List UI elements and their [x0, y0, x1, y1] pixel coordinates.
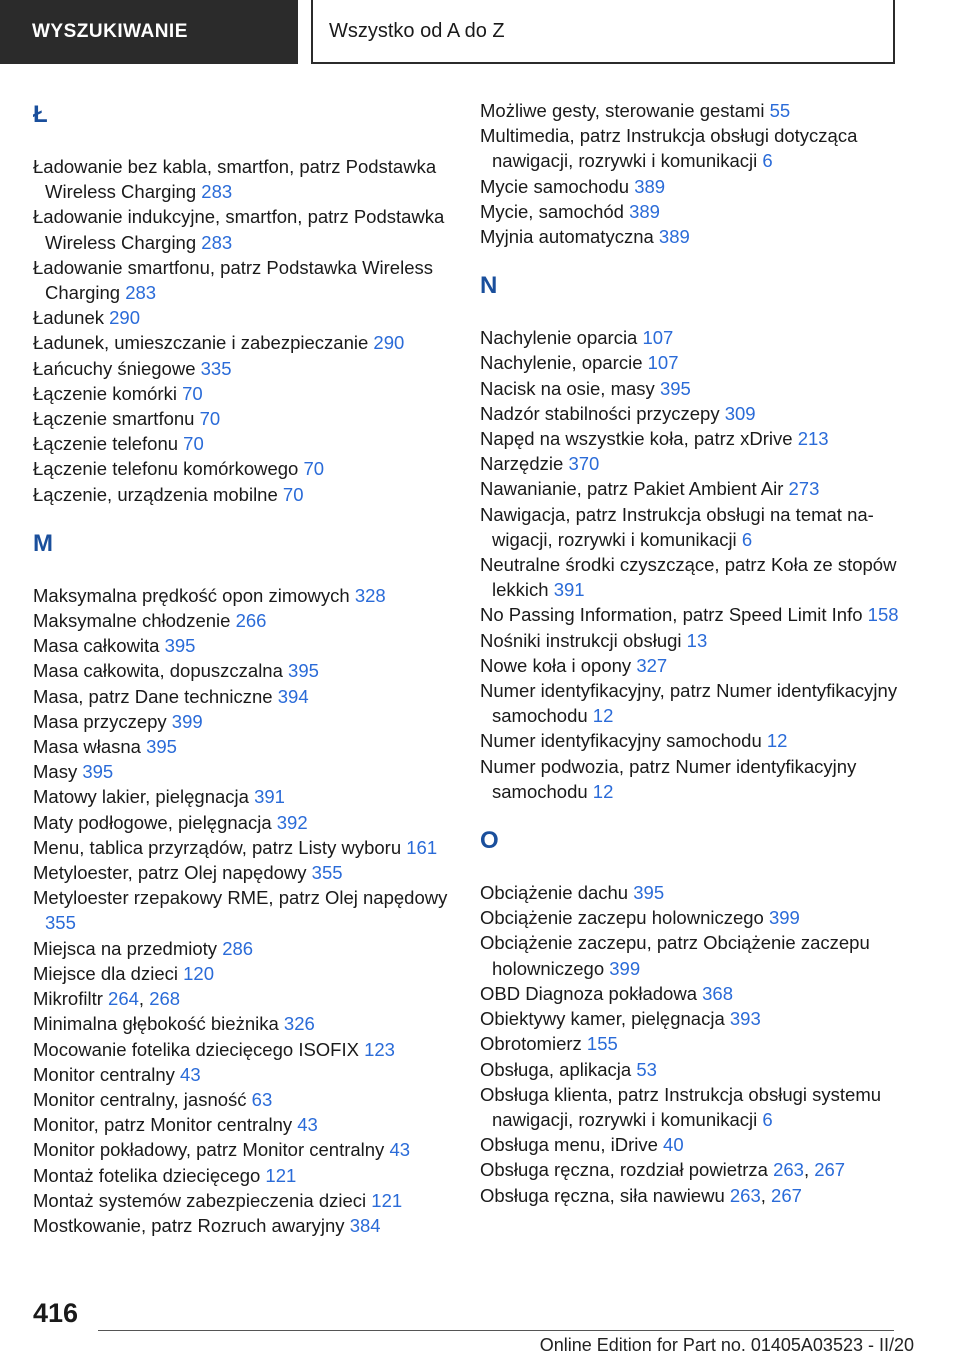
index-entry: [480, 199, 900, 224]
index-entry-text: Maty podłogowe, pielęgnacja: [33, 811, 272, 833]
index-entry: [480, 981, 900, 1006]
index-entry-text: Numer podwozia, patrz Numer identyfikacyjny samochodu: [480, 755, 857, 802]
index-entry: [480, 502, 900, 552]
index-entry: [480, 678, 900, 728]
section-gap: [480, 804, 900, 824]
section-gap: [480, 249, 900, 269]
index-entry-text: Monitor centralny, jasność: [33, 1088, 247, 1110]
index-entry: [480, 728, 900, 753]
index-entry-text: Maksymalna prędkość opon zimowych: [33, 584, 350, 606]
index-entry: [480, 552, 900, 602]
index-entry-text: Obciążenie dachu: [480, 882, 629, 904]
index-entry-text: Obsługa menu, iDrive: [480, 1134, 658, 1156]
page-link[interactable]: 290: [109, 307, 140, 329]
page-link[interactable]: 70: [303, 458, 325, 480]
page-link[interactable]: 394: [277, 685, 309, 707]
page-link[interactable]: 43: [389, 1139, 411, 1161]
index-entry-text: Minimalna głębokość bieżnika: [33, 1013, 279, 1035]
index-entry: [33, 835, 451, 860]
page-link[interactable]: 392: [276, 811, 308, 833]
index-entry-text: Mycie samochodu: [480, 175, 630, 197]
page-link[interactable]: 399: [171, 710, 203, 732]
index-column-left: [33, 98, 451, 1238]
index-entry-text: Metyloester rzepakowy RME, patrz Olej napędowy: [33, 887, 448, 909]
page-link[interactable]: 384: [349, 1214, 381, 1236]
page-link[interactable]: 6: [762, 150, 773, 172]
index-entry: [33, 1062, 451, 1087]
index-entry-text: Monitor pokładowy, patrz Monitor centralny: [33, 1139, 385, 1161]
index-entry: [33, 1188, 451, 1213]
page-link[interactable]: 266: [235, 610, 267, 632]
page-link[interactable]: 70: [183, 433, 204, 455]
index-entry-text: Ładunek, umieszczanie i zabezpieczanie: [33, 332, 369, 354]
page-link[interactable]: 395: [659, 377, 691, 399]
index-entry: [33, 709, 451, 734]
index-entry: [480, 1006, 900, 1031]
index-entry-text: Łączenie telefonu: [33, 433, 179, 455]
index-entry-text: Mycie, samochód: [480, 200, 624, 222]
page-link[interactable]: 283: [125, 282, 157, 304]
index-entry-text: Matowy lakier, pielęgnacja: [33, 786, 249, 808]
index-entry-text: Ładowanie smartfonu, patrz Podstawka Wireless Charging: [33, 256, 433, 304]
index-entry-text: Łączenie smartfonu: [33, 408, 195, 430]
page-link[interactable]: 395: [82, 761, 114, 783]
page-link[interactable]: 391: [254, 786, 285, 808]
index-entry: [33, 608, 451, 633]
index-entry-text: Maksymalne chłodzenie: [33, 610, 231, 632]
page-link[interactable]: 12: [766, 730, 788, 752]
index-entry: [33, 305, 451, 330]
page-link[interactable]: 55: [769, 100, 791, 121]
index-entry: [33, 381, 451, 406]
page-link[interactable]: 389: [634, 175, 666, 197]
index-entry: [33, 961, 451, 986]
page-link[interactable]: 327: [636, 654, 668, 676]
page-link[interactable]: 13: [686, 629, 708, 651]
index-entry: [33, 431, 451, 456]
index-entry: [480, 401, 900, 426]
page-link[interactable]: 12: [592, 780, 614, 802]
index-entry-text: Obiektywy kamer, pielęgnacja: [480, 1008, 725, 1030]
section-letter: M: [33, 529, 53, 557]
index-entry-text: Neutralne środki czyszczące, patrz Koła ze stopów lekkich: [480, 554, 897, 601]
index-entry: [33, 356, 451, 381]
index-entry-text: Nośniki instrukcji obsługi: [480, 629, 682, 651]
index-entry-text: Mocowanie fotelika dziecięcego ISOFIX: [33, 1038, 359, 1060]
index-entry: [480, 1132, 900, 1157]
page-link[interactable]: 326: [283, 1013, 315, 1035]
page-link[interactable]: 213: [797, 428, 829, 450]
index-entry: [33, 1137, 451, 1162]
page-link[interactable]: 399: [609, 957, 641, 979]
page-link[interactable]: 155: [586, 1033, 618, 1055]
index-entry: [33, 1011, 451, 1036]
index-entry-text: Mikrofiltr: [33, 988, 103, 1010]
page-link[interactable]: 107: [647, 352, 679, 374]
index-entry-text: Montaż fotelika dziecięcego: [33, 1164, 261, 1186]
index-entry: [480, 930, 900, 980]
page-link[interactable]: 283: [201, 231, 233, 253]
index-entry: [480, 602, 900, 627]
index-entry-text: Nachylenie, oparcie: [480, 352, 643, 374]
index-entry: [480, 1057, 900, 1082]
page-link[interactable]: 355: [311, 862, 343, 884]
index-entry: [33, 885, 451, 935]
index-entry-text: Łączenie telefonu komórkowego: [33, 458, 299, 480]
index-entry: [33, 1163, 451, 1188]
index-entry: [33, 810, 451, 835]
page-link[interactable]: 273: [788, 478, 820, 500]
page-link[interactable]: 70: [182, 382, 203, 404]
index-entry-text: Narzędzie: [480, 453, 564, 475]
index-entry-text: Nadzór stabilności przyczepy: [480, 402, 720, 424]
index-entry: [33, 1037, 451, 1062]
page-link[interactable]: 267: [771, 1184, 802, 1206]
index-entry-text: Masa całkowita, dopuszczalna: [33, 660, 283, 682]
section-letter: N: [480, 272, 498, 300]
page-link[interactable]: 399: [768, 907, 800, 929]
section-tab-search[interactable]: [0, 0, 298, 64]
index-entry-text: Obsługa, aplikacja: [480, 1058, 632, 1080]
index-entry-text: Obciążenie zaczepu holowniczego: [480, 907, 764, 929]
index-entry: [33, 204, 451, 254]
index-entry-text: Ładowanie indukcyjne, smartfon, patrz Podstawka Wireless Charging: [33, 206, 445, 253]
page-link[interactable]: 393: [729, 1008, 761, 1030]
page-link[interactable]: 123: [364, 1038, 395, 1060]
index-entry: [480, 224, 900, 249]
index-entry-text: Masa przyczepy: [33, 710, 167, 732]
page-link[interactable]: 63: [251, 1088, 273, 1110]
page-link[interactable]: 335: [200, 357, 232, 379]
index-entry-text: Nachylenie oparcia: [480, 327, 638, 349]
index-entry: [33, 684, 451, 709]
index-entry: [480, 325, 900, 350]
index-entry: [480, 123, 900, 173]
page-link[interactable]: 70: [282, 483, 304, 505]
index-entry: [480, 174, 900, 199]
index-entry-text: Łączenie komórki: [33, 382, 177, 404]
index-entry: [33, 759, 451, 784]
index-entry: [480, 476, 900, 501]
index-entry: [33, 406, 451, 431]
page-link[interactable]: 389: [658, 226, 690, 248]
index-entry-text: Obsługa klienta, patrz Instrukcja obsługi systemu nawigacji, rozrywki i komunikacji: [480, 1083, 882, 1130]
index-entry: [480, 1082, 900, 1132]
page-link[interactable]: 43: [297, 1114, 318, 1136]
index-entry-text: Numer identyfikacyjny, patrz Numer identyfikacyjny samochodu: [480, 680, 898, 727]
index-entry-text: Masa całkowita: [33, 635, 160, 657]
page-link[interactable]: 107: [642, 327, 674, 349]
index-entry: [33, 255, 451, 305]
index-entry-text: Menu, tablica przyrządów, patrz Listy wyboru: [33, 836, 402, 858]
page-link[interactable]: 40: [663, 1134, 684, 1156]
index-entry: Mikrofiltr 264, 268: [33, 988, 181, 1010]
index-entry: [33, 482, 451, 507]
index-entry: [33, 658, 451, 683]
index-entry-text: Ładowanie bez kabla, smartfon, patrz Podstawka Wireless Charging: [33, 156, 437, 203]
index-entry: [33, 633, 451, 658]
index-entry: [33, 860, 451, 885]
index-entry: Obsługa ręczna, rozdział powietrza 263, 267: [480, 1159, 846, 1181]
chapter-title-box: [311, 0, 895, 64]
page-link[interactable]: 370: [568, 453, 600, 475]
page-link[interactable]: 389: [629, 200, 660, 222]
index-entry-text: Napęd na wszystkie koła, patrz xDrive: [480, 428, 793, 450]
chapter-title: Wszystko od A do Z: [329, 19, 505, 42]
index-entry: [480, 426, 900, 451]
index-entry-text: Obsługa ręczna, siła nawiewu: [480, 1184, 725, 1206]
page-link[interactable]: 121: [371, 1189, 403, 1211]
index-entry: Obsługa ręczna, siła nawiewu 263, 267: [480, 1184, 802, 1206]
index-entry-text: Ładunek: [33, 307, 104, 329]
index-entry: [480, 628, 900, 653]
index-entry-text: No Passing Information, patrz Speed Limit Info: [480, 604, 863, 626]
index-entry: [480, 350, 900, 375]
page-link[interactable]: 395: [146, 736, 177, 758]
index-entry-text: Obciążenie zaczepu, patrz Obciążenie zaczepu holowniczego: [480, 932, 870, 979]
section-letter: O: [480, 827, 499, 855]
index-entry-text: Nacisk na osie, masy: [480, 377, 655, 399]
index-entry: [33, 583, 451, 608]
index-entry-text: Monitor centralny: [33, 1063, 175, 1085]
page-link[interactable]: 355: [45, 912, 76, 934]
page-link[interactable]: 158: [867, 604, 899, 626]
index-entry-text: Masy: [33, 761, 78, 783]
index-entry-text: OBD Diagnoza pokładowa: [480, 982, 697, 1004]
page-link[interactable]: 395: [288, 660, 319, 682]
index-entry: [480, 880, 900, 905]
page-link[interactable]: 395: [633, 882, 665, 904]
index-entry-text: Masa, patrz Dane techniczne: [33, 685, 273, 707]
page-link[interactable]: 395: [164, 635, 196, 657]
page-link[interactable]: 290: [373, 332, 405, 354]
index-entry: [33, 154, 451, 204]
index-entry: [33, 1112, 451, 1137]
index-entry-text: Montaż systemów zabezpieczenia dzieci: [33, 1189, 367, 1211]
index-entry-text: Metyloester, patrz Olej napędowy: [33, 862, 307, 884]
index-entry: [480, 1031, 900, 1056]
index-entry-text: Masa własna: [33, 736, 141, 758]
index-entry: [480, 451, 900, 476]
page-link[interactable]: 121: [265, 1164, 297, 1186]
index-entry-text: Monitor, patrz Monitor centralny: [33, 1114, 293, 1136]
index-entry-text: Multimedia, patrz Instrukcja obsługi dotycząca nawigacji, rozrywki i komunikacji: [480, 125, 858, 172]
index-entry-text: Myjnia automatyczna: [480, 226, 654, 248]
page-link[interactable]: 263: [729, 1184, 761, 1206]
index-entry: [480, 98, 900, 123]
page-link[interactable]: 120: [183, 962, 214, 984]
page-link[interactable]: 268: [149, 988, 181, 1010]
index-entry: [33, 1087, 451, 1112]
index-entry-text: Możliwe gesty, sterowanie gestami: [480, 100, 765, 121]
index-entry-text: Łańcuchy śniegowe: [33, 357, 196, 379]
section-tab-label: WYSZUKIWANIE: [32, 21, 188, 42]
index-entry: [33, 330, 451, 355]
index-entry-text: Mostkowanie, patrz Rozruch awaryjny: [33, 1214, 345, 1236]
page-link[interactable]: 286: [222, 937, 254, 959]
page-link[interactable]: 368: [702, 982, 734, 1004]
index-entry-text: Numer identyfikacyjny samochodu: [480, 730, 762, 752]
index-entry: [33, 1213, 451, 1238]
page-link[interactable]: 6: [762, 1108, 773, 1130]
footer-divider: [98, 1330, 894, 1331]
index-entry-text: Nawanianie, patrz Pakiet Ambient Air: [480, 478, 784, 500]
index-entry: [480, 754, 900, 804]
index-entry: [33, 456, 451, 481]
page-link[interactable]: 53: [636, 1058, 657, 1080]
index-entry: [480, 653, 900, 678]
index-column-right: [480, 98, 900, 1208]
index-entry: [33, 936, 451, 961]
page-link[interactable]: 328: [354, 584, 386, 606]
index-entry-text: Łączenie, urządzenia mobilne: [33, 483, 278, 505]
page-link[interactable]: 267: [814, 1159, 846, 1181]
index-entry: [480, 905, 900, 930]
page-link[interactable]: 283: [201, 181, 233, 203]
edition-note: Online Edition for Part no. 01405A03523 - II/20: [539, 1335, 914, 1355]
index-entry-text: Obsługa ręczna, rozdział powietrza: [480, 1159, 768, 1181]
page-link[interactable]: 43: [180, 1063, 201, 1085]
page-link[interactable]: 263: [773, 1159, 804, 1181]
index-entry: [33, 784, 451, 809]
index-entry-text: Miejsce dla dzieci: [33, 962, 178, 984]
page-link[interactable]: 264: [108, 988, 139, 1010]
page-link[interactable]: 391: [553, 579, 585, 601]
page-number: 416: [33, 1298, 79, 1328]
page-link[interactable]: 70: [199, 408, 221, 430]
page-link[interactable]: 161: [406, 836, 438, 858]
section-letter: Ł: [33, 101, 48, 128]
page-link[interactable]: 6: [741, 528, 753, 550]
page-link[interactable]: 12: [592, 705, 614, 727]
index-entry-text: Nawigacja, patrz Instrukcja obsługi na temat nawigacji, rozrywki i komunikacji: [480, 503, 874, 550]
index-entry-text: Miejsca na przedmioty: [33, 937, 218, 959]
index-entry-text: Obrotomierz: [480, 1033, 582, 1055]
index-entry-text: Nowe koła i opony: [480, 654, 632, 676]
page-header: [0, 0, 960, 66]
section-gap: [33, 507, 451, 527]
page-link[interactable]: 309: [724, 402, 756, 424]
index-entry: [33, 734, 451, 759]
index-entry: [480, 376, 900, 401]
